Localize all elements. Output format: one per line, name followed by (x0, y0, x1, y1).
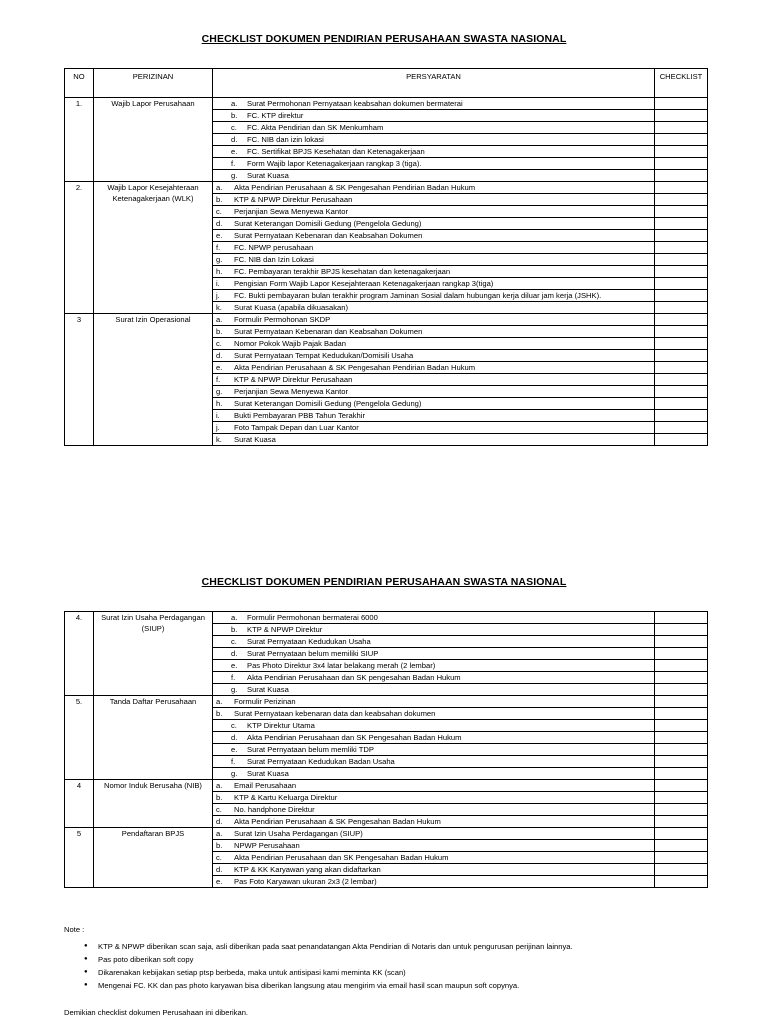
requirement-item: c. Nomor Pokok Wajib Pajak Badan (213, 338, 655, 350)
header-no: NO (65, 69, 94, 98)
notes-list (64, 940, 724, 992)
requirement-item: d. Akta Pendirian Perusahaan dan SK Pengesahan Badan Hukum (213, 732, 655, 744)
perizinan-name: Pendaftaran BPJS (94, 828, 213, 888)
requirement-item: c. No. handphone Direktur (213, 804, 655, 816)
row-number: 4 (65, 780, 94, 828)
checklist-cell[interactable] (655, 278, 708, 290)
requirement-item: c. Surat Pernyataan Kedudukan Usaha (213, 636, 655, 648)
requirement-item: f. Surat Pernyataan Kedudukan Badan Usaha (213, 756, 655, 768)
requirement-item: d. FC. NIB dan izin lokasi (213, 134, 655, 146)
perizinan-name: Surat Izin Operasional (94, 314, 213, 446)
requirement-item: h. FC. Pembayaran terakhir BPJS kesehatan dan ketenagakerjaan (213, 266, 655, 278)
checklist-cell[interactable] (655, 852, 708, 864)
requirement-item: e. Pas Foto Karyawan ukuran 2x3 (2 lembar) (213, 876, 655, 888)
requirement-item: b. Surat Pernyataan kebenaran data dan keabsahan dokumen (213, 708, 655, 720)
requirement-item: d. Surat Keterangan Domisili Gedung (Pengelola Gedung) (213, 218, 655, 230)
page-title-1: CHECKLIST DOKUMEN PENDIRIAN PERUSAHAAN SWASTA NASIONAL (201, 33, 567, 45)
checklist-cell[interactable] (655, 398, 708, 410)
requirement-item: b. FC. KTP direktur (213, 110, 655, 122)
checklist-cell[interactable] (655, 110, 708, 122)
checklist-cell[interactable] (655, 804, 708, 816)
requirement-item: f. FC. NPWP perusahaan (213, 242, 655, 254)
requirement-item: f. Akta Pendirian Perusahaan dan SK pengesahan Badan Hukum (213, 672, 655, 684)
checklist-cell[interactable] (655, 170, 708, 182)
requirement-item: e. Surat Pernyataan Kebenaran dan Keabsahan Dokumen (213, 230, 655, 242)
notes-section (64, 923, 724, 992)
requirement-item: g. Surat Kuasa (213, 170, 655, 182)
checklist-cell[interactable] (655, 756, 708, 768)
checklist-cell[interactable] (655, 350, 708, 362)
table-row (65, 98, 708, 110)
perizinan-name: Nomor Induk Berusaha (NIB) (94, 780, 213, 828)
requirement-item: a. Surat Izin Usaha Perdagangan (SIUP) (213, 828, 655, 840)
table-row (65, 828, 708, 840)
note-item: ● KTP & NPWP diberikan scan saja, asli diberikan pada saat penandatangan Akta Pendirian di Notaris dan untuk pengurusan perijinan lainnya. (98, 940, 724, 953)
checklist-cell[interactable] (655, 326, 708, 338)
table-row (65, 182, 708, 194)
row-number: 5. (65, 696, 94, 780)
requirement-item: b. NPWP Perusahaan (213, 840, 655, 852)
requirement-item: a. Email Perusahaan (213, 780, 655, 792)
requirement-item: g. Surat Kuasa (213, 684, 655, 696)
checklist-cell[interactable] (655, 864, 708, 876)
row-number: 5 (65, 828, 94, 888)
checklist-cell[interactable] (655, 708, 708, 720)
row-number: 2. (65, 182, 94, 314)
checklist-cell[interactable] (655, 206, 708, 218)
table-row (65, 696, 708, 708)
requirement-item: f. KTP & NPWP Direktur Perusahaan (213, 374, 655, 386)
closing-statement: Demikian checklist dokumen Perusahaan ini diberikan. (64, 1008, 249, 1017)
requirement-item: e. Surat Pernyataan belum memliki TDP (213, 744, 655, 756)
requirement-item: d. Akta Pendirian Perusahaan & SK Pengesahan Badan Hukum (213, 816, 655, 828)
checklist-table-1 (64, 68, 708, 446)
table-row (65, 314, 708, 326)
checklist-cell[interactable] (655, 612, 708, 624)
requirement-item: i. Pengisian Form Wajib Lapor Kesejahteraan Ketenagakerjaan rangkap 3(tiga) (213, 278, 655, 290)
requirement-item: j. Foto Tampak Depan dan Luar Kantor (213, 422, 655, 434)
requirement-item: c. Akta Pendirian Perusahaan dan SK Pengesahan Badan Hukum (213, 852, 655, 864)
checklist-cell[interactable] (655, 636, 708, 648)
checklist-cell[interactable] (655, 146, 708, 158)
requirement-item: g. Perjanjian Sewa Menyewa Kantor (213, 386, 655, 398)
checklist-cell[interactable] (655, 362, 708, 374)
header-checklist: CHECKLIST (655, 69, 708, 98)
checklist-cell[interactable] (655, 158, 708, 170)
checklist-cell[interactable] (655, 338, 708, 350)
requirement-item: a. Surat Permohonan Pernyataan keabsahan dokumen bermaterai (213, 98, 655, 110)
checklist-cell[interactable] (655, 660, 708, 672)
requirement-item: b. KTP & NPWP Direktur Perusahaan (213, 194, 655, 206)
checklist-cell[interactable] (655, 374, 708, 386)
checklist-cell[interactable] (655, 816, 708, 828)
requirement-item: h. Surat Keterangan Domisili Gedung (Pengelola Gedung) (213, 398, 655, 410)
checklist-cell[interactable] (655, 840, 708, 852)
checklist-cell[interactable] (655, 684, 708, 696)
table-header-row (65, 69, 708, 98)
table-row (65, 780, 708, 792)
requirement-item: g. FC. NIB dan Izin Lokasi (213, 254, 655, 266)
checklist-table-2 (64, 611, 708, 888)
note-label: Note : (64, 925, 85, 934)
requirement-item: c. FC. Akta Pendirian dan SK Menkumham (213, 122, 655, 134)
checklist-cell[interactable] (655, 696, 708, 708)
checklist-cell[interactable] (655, 434, 708, 446)
requirement-item: a. Formulir Permohonan bermaterai 6000 (213, 612, 655, 624)
row-number: 1. (65, 98, 94, 182)
perizinan-name: Surat Izin Usaha Perdagangan (SIUP) (94, 612, 213, 696)
checklist-cell[interactable] (655, 648, 708, 660)
checklist-cell[interactable] (655, 194, 708, 206)
checklist-cell[interactable] (655, 230, 708, 242)
checklist-cell[interactable] (655, 254, 708, 266)
header-persyaratan: PERSYARATAN (213, 69, 655, 98)
checklist-cell[interactable] (655, 182, 708, 194)
requirement-item: b. KTP & NPWP Direktur (213, 624, 655, 636)
perizinan-name: Wajib Lapor Kesejahteraan Ketenagakerjaan (WLK) (94, 182, 213, 314)
perizinan-name: Tanda Daftar Perusahaan (94, 696, 213, 780)
note-item: ● Pas poto diberikan soft copy (98, 953, 724, 966)
row-number: 3 (65, 314, 94, 446)
requirement-item: b. KTP & Kartu Keluarga Direktur (213, 792, 655, 804)
checklist-cell[interactable] (655, 98, 708, 110)
checklist-cell[interactable] (655, 780, 708, 792)
requirement-item: a. Formulir Permohonan SKDP (213, 314, 655, 326)
perizinan-name: Wajib Lapor Perusahaan (94, 98, 213, 182)
requirement-item: k. Surat Kuasa (apabila dikuasakan) (213, 302, 655, 314)
row-number: 4. (65, 612, 94, 696)
requirement-item: k. Surat Kuasa (213, 434, 655, 446)
requirement-item: b. Surat Pernyataan Kebenaran dan Keabsahan Dokumen (213, 326, 655, 338)
checklist-cell[interactable] (655, 134, 708, 146)
checklist-cell[interactable] (655, 720, 708, 732)
requirement-item: d. KTP & KK Karyawan yang akan didaftarkan (213, 864, 655, 876)
checklist-cell[interactable] (655, 732, 708, 744)
requirement-item: c. Perjanjian Sewa Menyewa Kantor (213, 206, 655, 218)
checklist-cell[interactable] (655, 266, 708, 278)
checklist-cell[interactable] (655, 422, 708, 434)
requirement-item: f. Form Wajib lapor Ketenagakerjaan rangkap 3 (tiga). (213, 158, 655, 170)
page-title-2: CHECKLIST DOKUMEN PENDIRIAN PERUSAHAAN SWASTA NASIONAL (201, 576, 567, 588)
checklist-cell[interactable] (655, 122, 708, 134)
requirement-item: c. KTP Direktur Utama (213, 720, 655, 732)
requirement-item: d. Surat Pernyataan belum memiliki SIUP (213, 648, 655, 660)
note-item: ● Dikarenakan kebijakan setiap ptsp berbeda, maka untuk antisipasi kami meminta KK (scan) (98, 966, 724, 979)
checklist-cell[interactable] (655, 768, 708, 780)
requirement-item: j. FC. Bukti pembayaran bulan terakhir program Jaminan Sosial dalam hubungan kerja diluar jam kerja (JSHK). (213, 290, 655, 302)
note-item: ● Mengenai FC. KK dan pas photo karyawan bisa diberikan langsung atau mengirim via email hasil scan maupun soft copynya. (98, 979, 724, 992)
requirement-item: g. Surat Kuasa (213, 768, 655, 780)
requirement-item: e. Akta Pendirian Perusahaan & SK Pengesahan Pendirian Badan Hukum (213, 362, 655, 374)
checklist-cell[interactable] (655, 744, 708, 756)
checklist-cell[interactable] (655, 624, 708, 636)
header-perizinan: PERIZINAN (94, 69, 213, 98)
checklist-cell[interactable] (655, 672, 708, 684)
checklist-cell[interactable] (655, 876, 708, 888)
checklist-cell[interactable] (655, 314, 708, 326)
checklist-cell[interactable] (655, 386, 708, 398)
checklist-cell[interactable] (655, 828, 708, 840)
checklist-cell[interactable] (655, 302, 708, 314)
requirement-item: a. Akta Pendirian Perusahaan & SK Pengesahan Pendirian Badan Hukum (213, 182, 655, 194)
checklist-cell[interactable] (655, 410, 708, 422)
requirement-item: e. Pas Photo Direktur 3x4 latar belakang merah (2 lembar) (213, 660, 655, 672)
requirement-item: e. FC. Sertifikat BPJS Kesehatan dan Ketenagakerjaan (213, 146, 655, 158)
checklist-cell[interactable] (655, 290, 708, 302)
requirement-item: i. Bukti Pembayaran PBB Tahun Terakhir (213, 410, 655, 422)
checklist-cell[interactable] (655, 218, 708, 230)
requirement-item: a. Formulir Perizinan (213, 696, 655, 708)
table-row (65, 612, 708, 624)
requirement-item: d. Surat Pernyataan Tempat Kedudukan/Domisili Usaha (213, 350, 655, 362)
checklist-cell[interactable] (655, 242, 708, 254)
checklist-cell[interactable] (655, 792, 708, 804)
